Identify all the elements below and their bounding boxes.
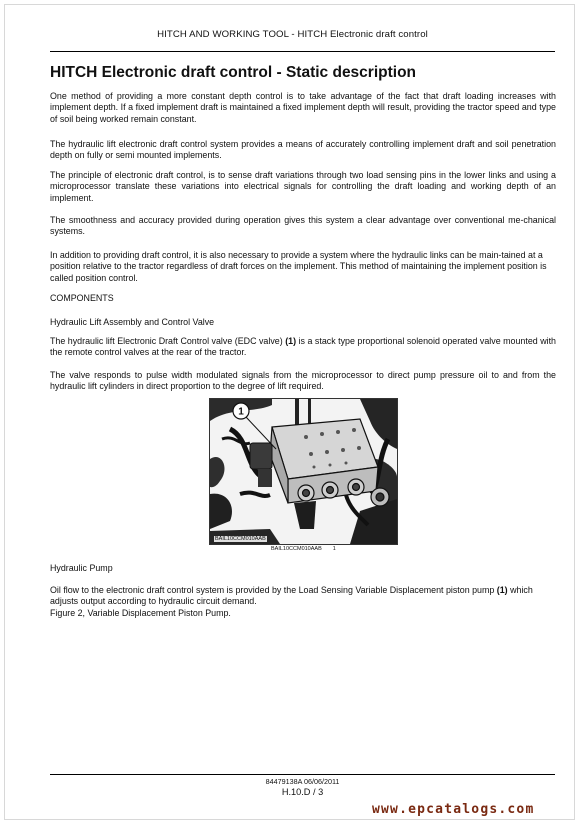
paragraph-edc-purpose: The hydraulic lift electronic draft control system provides a means of accurately controlling implement draft and soil penetration depth on fully or semi mounted implements. xyxy=(50,139,556,161)
edc-valve-photo xyxy=(210,399,397,544)
watermark-text: www.epcatalogs.com xyxy=(372,802,535,817)
paragraph-edc-valve: The hydraulic lift Electronic Draft Control valve (EDC valve) (1) is a stack type proportional solenoid operated valve mounted with the remote control valves at the rear of the tractor. xyxy=(50,336,556,358)
pump-section-heading: Hydraulic Pump xyxy=(50,563,113,573)
header-rule xyxy=(50,51,555,52)
pump-item-ref: (1) xyxy=(496,585,508,595)
paragraph-edc-advantage: The smoothness and accuracy provided during operation gives this system a clear advantage over conventional me-chanical systems. xyxy=(50,215,556,237)
paragraph-edc-principle: The principle of electronic draft control, is to sense draft variations through two load sensing pins in the lower links and using a microprocessor translate these variations into electrical signals for controlling the draft loading and working depth of an implement. xyxy=(50,170,556,203)
paragraph-pump: Oil flow to the electronic draft control system is provided by the Load Sensing Variable Displacement piston pump (1) which adjusts output according to hydraulic circuit demand. xyxy=(50,585,533,607)
valve-section-heading: Hydraulic Lift Assembly and Control Valve xyxy=(50,317,215,327)
footer-page-number: H.10.D / 3 xyxy=(281,787,324,797)
valve-item-ref: (1) xyxy=(285,336,297,346)
paragraph-draft-depth: One method of providing a more constant depth control is to take advantage of the fact that draft loading increases with implement depth. If a fixed implement draft is maintained a fixed implement depth will result, providing the tractor speed and type of soil being worked remain constant. xyxy=(50,91,556,124)
edc-valve-figure xyxy=(209,398,398,545)
footer-rule xyxy=(50,774,555,775)
figure-image-code: BAIL10CCM010AAB xyxy=(215,536,266,542)
footer-publication: 84479138A 06/06/2011 xyxy=(265,777,340,786)
figure-callout-1: 1 xyxy=(238,406,244,418)
figure-caption: BAIL10CCM010AAB 1 xyxy=(271,546,336,552)
components-heading: COMPONENTS xyxy=(50,293,114,303)
page-title: HITCH Electronic draft control - Static description xyxy=(50,64,417,81)
running-header: HITCH AND WORKING TOOL - HITCH Electronic draft control xyxy=(157,29,428,40)
paragraph-position-control: In addition to providing draft control, it is also necessary to provide a system where the hydraulic links can be main-tained at a position relative to the tractor regardless of draft forces on the implement. This method of maintaining the implement position is called position control. xyxy=(50,250,547,283)
paragraph-figure-reference: Figure 2, Variable Displacement Piston Pump. xyxy=(50,608,231,618)
paragraph-valve-response: The valve responds to pulse width modulated signals from the microprocessor to direct pump pressure oil to and from the hydraulic lift cylinders in direct proportion to the degree of lift required. xyxy=(50,370,556,392)
